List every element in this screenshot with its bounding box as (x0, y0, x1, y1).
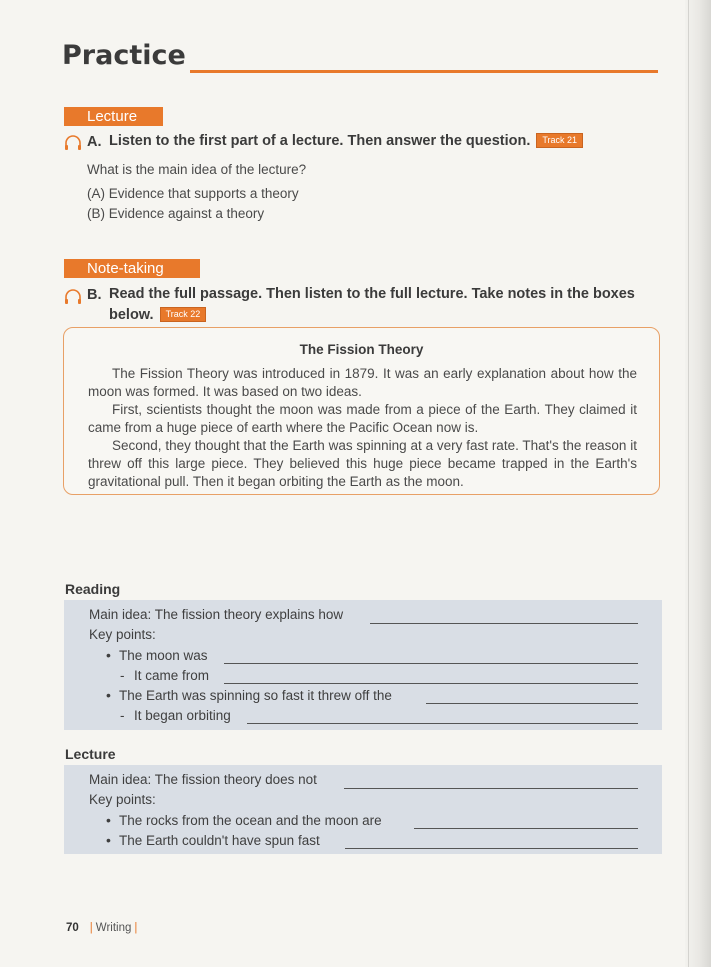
lecture-main-idea: Main idea: The fission theory does not (89, 772, 317, 787)
reading-bullet-2-blank[interactable] (426, 703, 638, 704)
lecture-bullet-2: The Earth couldn't have spun fast (119, 833, 320, 848)
question-b-line2-wrap (109, 305, 669, 326)
bullet-icon: • (106, 812, 111, 828)
question-a-text (109, 131, 583, 152)
question-b-line2: below. (109, 307, 154, 323)
lecture-key-points-label: Key points: (89, 792, 156, 807)
reading-main-idea-blank[interactable] (370, 623, 638, 624)
footer-section: Writing (95, 922, 132, 934)
title-rule (190, 70, 658, 73)
lecture-prompt: What is the main idea of the lecture? (87, 162, 307, 177)
dash-icon: - (120, 668, 125, 683)
question-b-text (109, 284, 669, 326)
page-footer (66, 922, 140, 934)
reading-bullet-1: The moon was (119, 648, 208, 663)
reading-bullet-2: The Earth was spinning so fast it threw off the (119, 688, 392, 703)
reading-sub-1: It came from (134, 668, 210, 683)
reading-sub-2-blank[interactable] (247, 723, 638, 724)
reading-key-points-label: Key points: (89, 627, 156, 642)
lecture-notes-box (64, 765, 662, 854)
passage-paragraph: First, scientists thought the moon was made from a piece of the Earth. They claimed it came from a huge piece of earth where the Pacific Ocean now is. (88, 402, 637, 435)
footer-bar-right: | (134, 922, 138, 934)
question-a-letter: A. (87, 134, 102, 150)
reading-main-idea: Main idea: The fission theory explains how (89, 607, 344, 622)
question-b-line1: Read the full passage. Then listen to the full lecture. Take notes in the boxes (109, 286, 635, 302)
passage-title: The Fission Theory (299, 342, 424, 357)
headphone-icon (64, 135, 82, 151)
track-22-badge[interactable]: Track 22 (160, 307, 207, 322)
passage-box (63, 327, 660, 495)
reading-sub-1-blank[interactable] (224, 683, 638, 684)
lecture-bullet-1-blank[interactable] (414, 828, 638, 829)
lecture-tag: Lecture (64, 107, 163, 126)
reading-sub-2: It began orbiting (134, 708, 231, 723)
option-a[interactable]: (A) Evidence that supports a theory (87, 186, 299, 201)
reading-label: Reading (65, 581, 121, 597)
page-edge-line (688, 0, 689, 967)
dash-icon: - (120, 708, 125, 723)
headphone-icon (64, 289, 82, 305)
note-taking-tag: Note-taking (64, 259, 200, 278)
bullet-icon: • (106, 832, 111, 848)
reading-bullet-1-blank[interactable] (224, 663, 638, 664)
page-title: Practice (62, 40, 186, 71)
reading-notes-box (64, 600, 662, 730)
passage-paragraph: Second, they thought that the Earth was spinning at a very fast rate. That's the reason it threw off this large piece. They believed this huge piece became trapped in the Earth's gravitational pull. Then it began orbiting the Earth as the moon. (88, 438, 637, 489)
lecture-bullet-1: The rocks from the ocean and the moon are (119, 813, 382, 828)
option-b[interactable]: (B) Evidence against a theory (87, 206, 265, 221)
lecture-main-idea-blank[interactable] (344, 788, 638, 789)
footer-bar-left: | (89, 922, 93, 934)
bullet-icon: • (106, 687, 111, 703)
lecture-bullet-2-blank[interactable] (345, 848, 638, 849)
track-21-badge[interactable]: Track 21 (536, 133, 583, 148)
page-number: 70 (66, 922, 79, 934)
question-b-letter: B. (87, 287, 102, 303)
lecture-label: Lecture (65, 746, 116, 762)
question-a-text-content: Listen to the first part of a lecture. Then answer the question. (109, 133, 531, 149)
bullet-icon: • (106, 647, 111, 663)
passage-paragraph: The Fission Theory was introduced in 1879. It was an early explanation about how the moon was formed. It was based on two ideas. (88, 366, 637, 399)
passage-body (88, 365, 637, 491)
